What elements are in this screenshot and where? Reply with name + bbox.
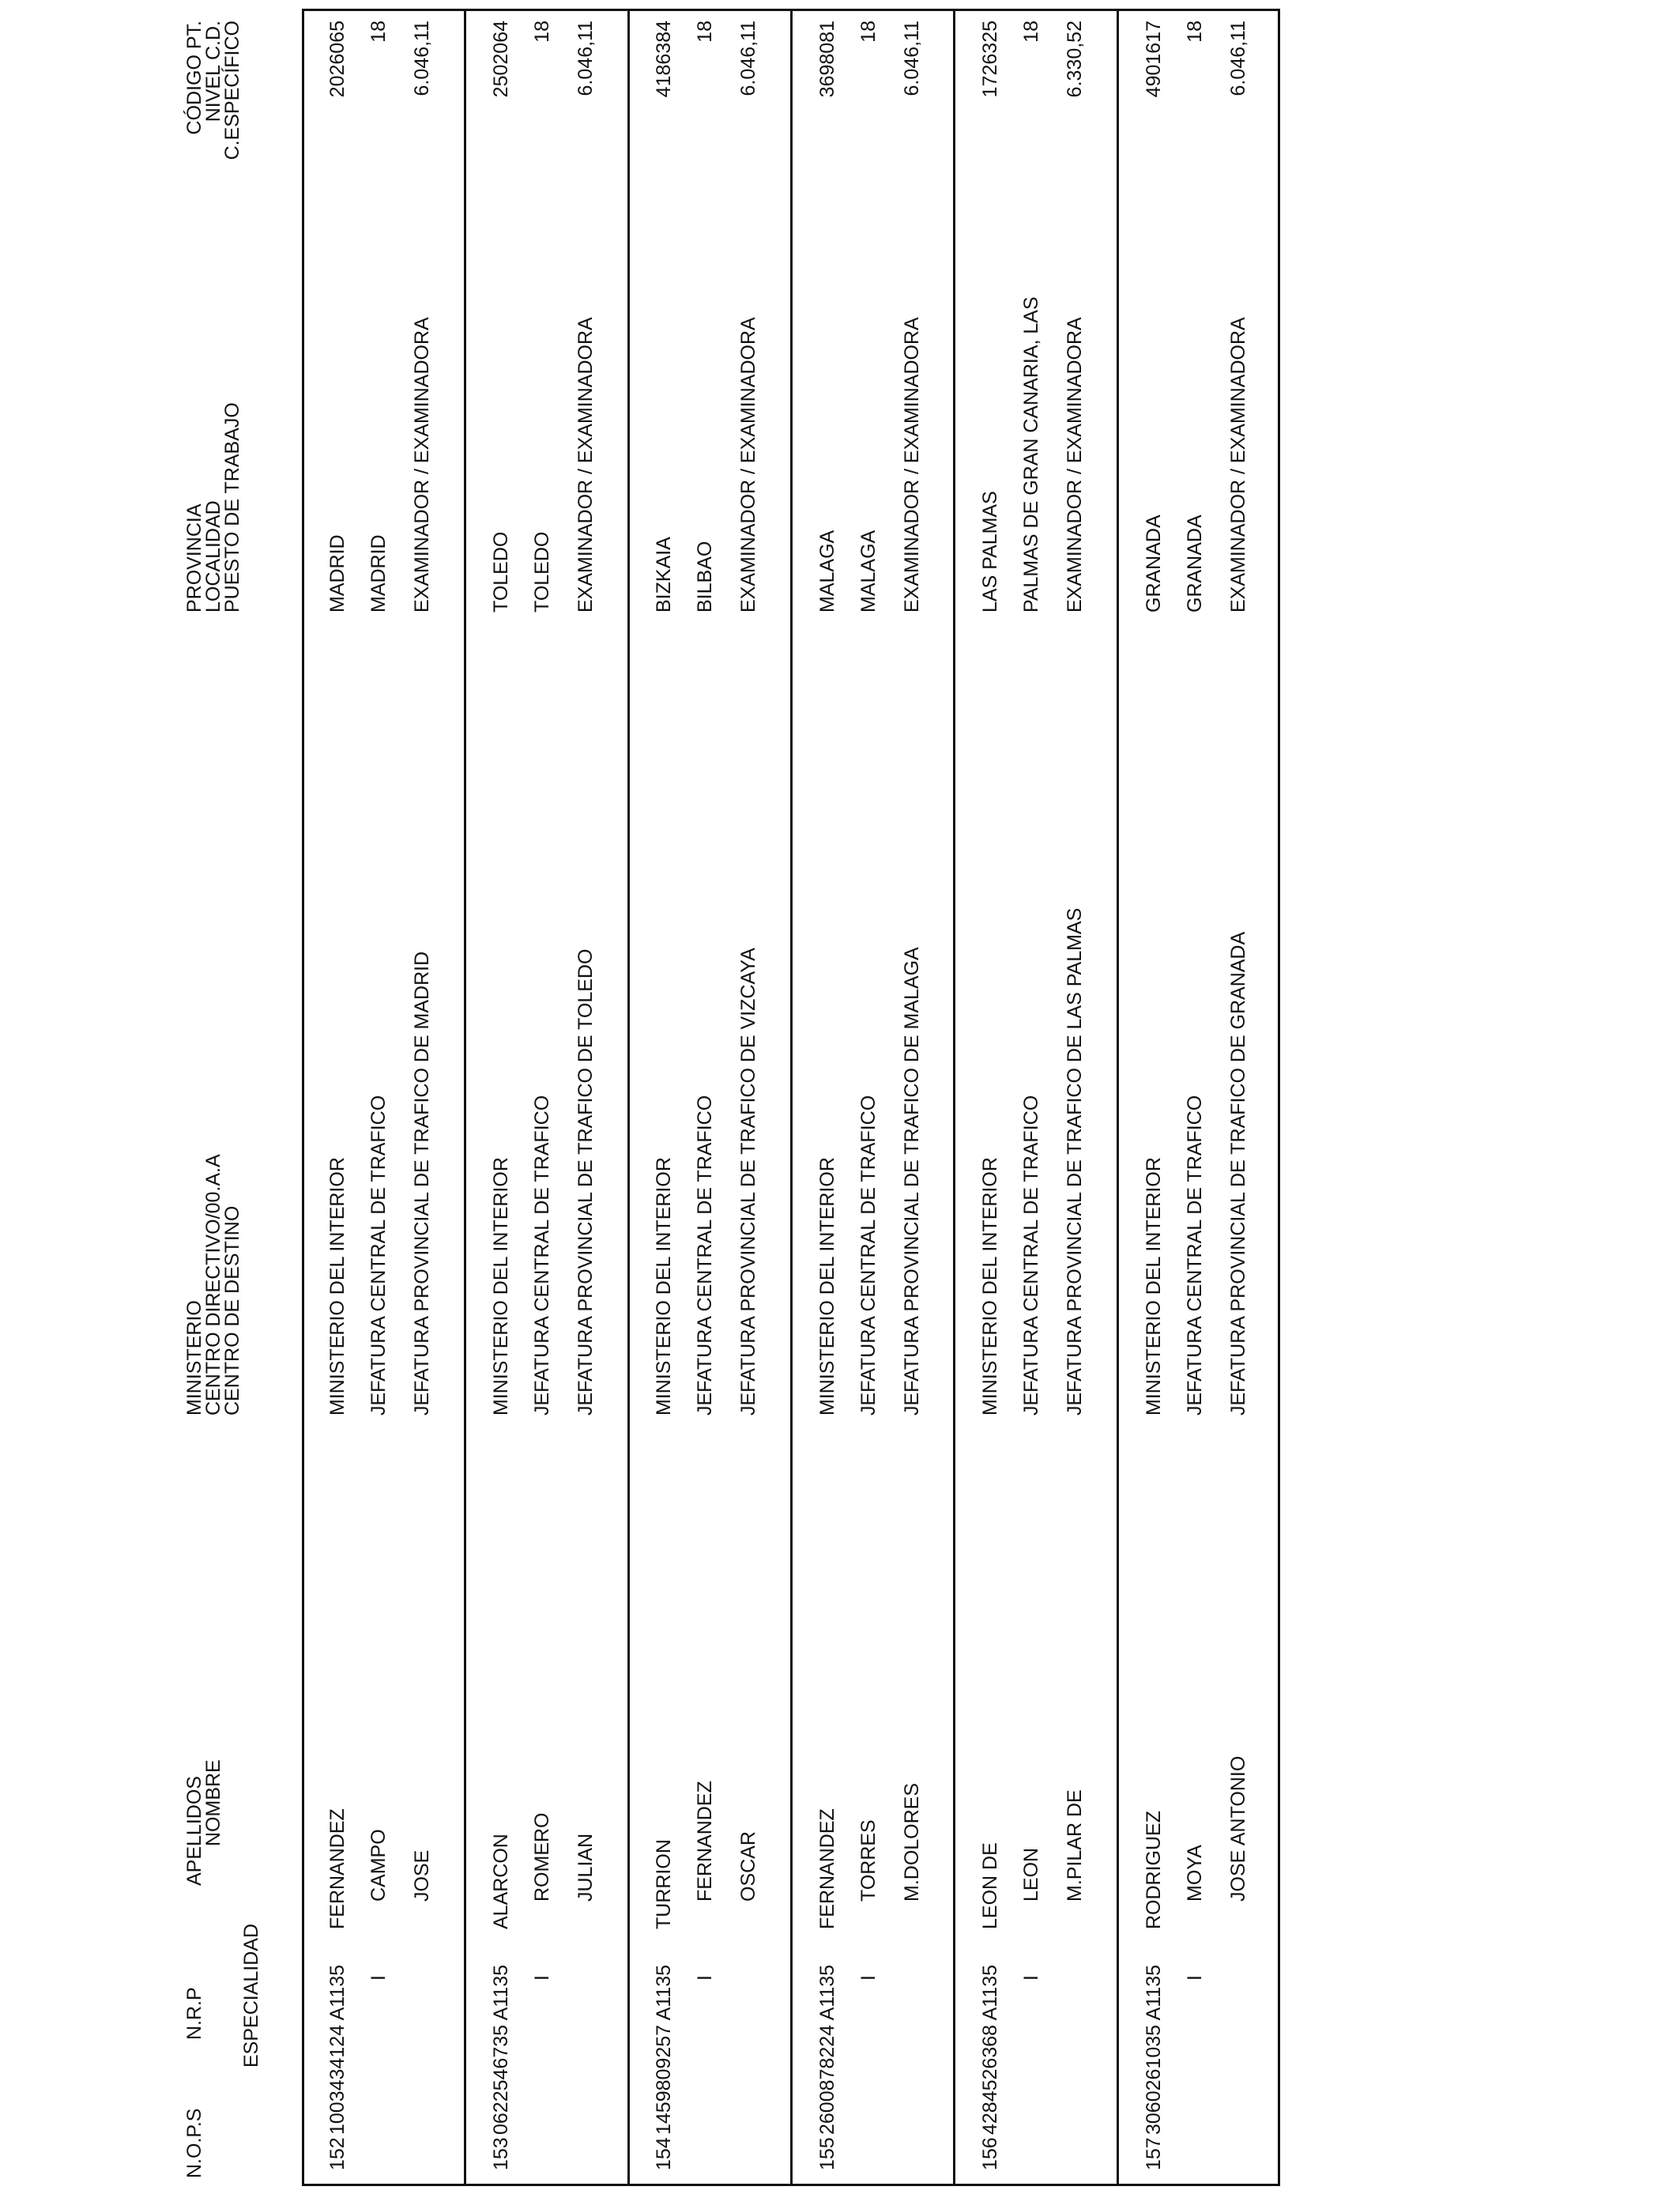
ministerio-cell: MINISTERIO DEL INTERIOR — [979, 1157, 1001, 1416]
header-centro-destino: CENTRO DE DESTINO — [221, 1205, 243, 1416]
apellido2-cell: LEON — [1020, 1847, 1042, 1902]
puesto-cell: EXAMINADOR / EXAMINADORA — [1227, 317, 1249, 613]
apellido1-cell: TURRION — [653, 1839, 675, 1929]
centro-directivo-cell: JEFATURA CENTRAL DE TRAFICO — [694, 1095, 716, 1416]
header-codigo: CÓDIGO PT. — [183, 21, 205, 135]
ministerio-cell: MINISTERIO DEL INTERIOR — [816, 1157, 838, 1416]
apellido1-cell: FERNANDEZ — [816, 1808, 838, 1929]
apellido2-cell: FERNANDEZ — [694, 1781, 716, 1902]
especialidad-cell: I — [367, 1975, 390, 1981]
header-ministerio: MINISTERIO — [183, 1300, 205, 1416]
centro-destino-cell: JEFATURA PROVINCIAL DE TRAFICO DE TOLEDO — [574, 948, 597, 1416]
centro-destino-cell: JEFATURA PROVINCIAL DE TRAFICO DE VIZCAYA — [737, 948, 759, 1416]
nrp-cell: 4284526368 A1135 — [979, 1964, 1001, 2135]
provincia-cell: BIZKAIA — [653, 537, 675, 613]
centro-directivo-cell: JEFATURA CENTRAL DE TRAFICO — [531, 1095, 553, 1416]
centro-destino-cell: JEFATURA PROVINCIAL DE TRAFICO DE LAS PALMAS — [1064, 907, 1086, 1416]
header-puesto: PUESTO DE TRABAJO — [221, 402, 243, 613]
nrp-cell: 1459809257 A1135 — [653, 1964, 675, 2135]
nombre-cell: M.DOLORES — [901, 1782, 923, 1902]
especialidad-cell: I — [1184, 1975, 1206, 1981]
nombre-cell: JULIAN — [574, 1833, 597, 1902]
header-localidad: LOCALIDAD — [202, 500, 224, 613]
nombre-cell: JOSE ANTONIO — [1227, 1755, 1249, 1902]
header-especifico: C.ESPECÍFICO — [221, 21, 243, 160]
apellido2-cell: CAMPO — [367, 1829, 390, 1902]
nops-cell: 155 — [816, 2137, 838, 2170]
header-nombre: NOMBRE — [202, 1759, 224, 1846]
centro-destino-cell: JEFATURA PROVINCIAL DE TRAFICO DE MADRID — [411, 951, 433, 1416]
localidad-cell: MALAGA — [857, 530, 880, 613]
nrp-cell: 2600878224 A1135 — [816, 1964, 838, 2135]
provincia-cell: TOLEDO — [490, 531, 512, 613]
nivel-cell: 18 — [1184, 21, 1206, 43]
row-separator — [790, 11, 793, 2184]
especialidad-cell: I — [1020, 1975, 1042, 1981]
centro-directivo-cell: JEFATURA CENTRAL DE TRAFICO — [857, 1095, 880, 1416]
provincia-cell: MALAGA — [816, 530, 838, 613]
puesto-cell: EXAMINADOR / EXAMINADORA — [574, 317, 597, 613]
apellido1-cell: ALARCON — [490, 1834, 512, 1929]
ministerio-cell: MINISTERIO DEL INTERIOR — [1143, 1157, 1165, 1416]
nops-cell: 153 — [490, 2137, 512, 2170]
apellido2-cell: TORRES — [857, 1819, 880, 1902]
ministerio-cell: MINISTERIO DEL INTERIOR — [490, 1157, 512, 1416]
especifico-cell: 6.046,11 — [1227, 21, 1249, 96]
localidad-cell: GRANADA — [1184, 515, 1206, 613]
codigo-cell: 3698081 — [816, 21, 838, 98]
centro-directivo-cell: JEFATURA CENTRAL DE TRAFICO — [367, 1095, 390, 1416]
codigo-cell: 2026065 — [326, 21, 348, 98]
nombre-cell: JOSE — [411, 1849, 433, 1902]
records-table — [302, 9, 1280, 2186]
apellido1-cell: RODRIGUEZ — [1143, 1811, 1165, 1929]
nrp-cell: 0622546735 A1135 — [490, 1964, 512, 2135]
nivel-cell: 18 — [367, 21, 390, 43]
nops-cell: 156 — [979, 2137, 1001, 2170]
centro-destino-cell: JEFATURA PROVINCIAL DE TRAFICO DE MALAGA — [901, 947, 923, 1416]
header-nrp: N.R.P — [183, 1987, 205, 2040]
apellido1-cell: LEON DE — [979, 1842, 1001, 1929]
especifico-cell: 6.046,11 — [574, 21, 597, 96]
especifico-cell: 6.046,11 — [901, 21, 923, 96]
nombre-cell: OSCAR — [737, 1831, 759, 1902]
row-separator — [1117, 11, 1119, 2184]
header-nops: N.O.P.S — [183, 2108, 205, 2178]
row-separator — [953, 11, 955, 2184]
header-provincia: PROVINCIA — [183, 503, 205, 613]
header-centro-directivo: CENTRO DIRECTIVO/00.A.A — [202, 1154, 224, 1416]
localidad-cell: MADRID — [367, 534, 390, 613]
especifico-cell: 6.330,52 — [1064, 21, 1086, 98]
apellido1-cell: FERNANDEZ — [326, 1808, 348, 1929]
codigo-cell: 1726325 — [979, 21, 1001, 98]
ministerio-cell: MINISTERIO DEL INTERIOR — [653, 1157, 675, 1416]
row-separator — [627, 11, 630, 2184]
nrp-cell: 3060261035 A1135 — [1143, 1964, 1165, 2135]
centro-directivo-cell: JEFATURA CENTRAL DE TRAFICO — [1184, 1095, 1206, 1416]
header-especialidad: ESPECIALIDAD — [240, 1923, 262, 2068]
especifico-cell: 6.046,11 — [411, 21, 433, 96]
localidad-cell: BILBAO — [694, 541, 716, 613]
puesto-cell: EXAMINADOR / EXAMINADORA — [901, 317, 923, 613]
codigo-cell: 2502064 — [490, 21, 512, 98]
centro-destino-cell: JEFATURA PROVINCIAL DE TRAFICO DE GRANADA — [1227, 931, 1249, 1416]
nrp-cell: 1003434124 A1135 — [326, 1964, 348, 2135]
header-apellidos: APELLIDOS — [183, 1776, 205, 1886]
nivel-cell: 18 — [531, 21, 553, 43]
header-nivel: NIVEL C.D. — [202, 21, 224, 123]
nops-cell: 152 — [326, 2137, 348, 2170]
localidad-cell: TOLEDO — [531, 531, 553, 613]
codigo-cell: 4186384 — [653, 21, 675, 98]
especialidad-cell: I — [531, 1975, 553, 1981]
nivel-cell: 18 — [857, 21, 880, 43]
puesto-cell: EXAMINADOR / EXAMINADORA — [737, 317, 759, 613]
localidad-cell: PALMAS DE GRAN CANARIA, LAS — [1020, 296, 1042, 613]
especialidad-cell: I — [857, 1975, 880, 1981]
codigo-cell: 4901617 — [1143, 21, 1165, 98]
nops-cell: 157 — [1143, 2137, 1165, 2170]
nombre-cell: M.PILAR DE — [1064, 1789, 1086, 1902]
puesto-cell: EXAMINADOR / EXAMINADORA — [411, 317, 433, 613]
nops-cell: 154 — [653, 2137, 675, 2170]
especifico-cell: 6.046,11 — [737, 21, 759, 96]
apellido2-cell: MOYA — [1184, 1845, 1206, 1902]
ministerio-cell: MINISTERIO DEL INTERIOR — [326, 1157, 348, 1416]
nivel-cell: 18 — [1020, 21, 1042, 43]
row-separator — [464, 11, 466, 2184]
especialidad-cell: I — [694, 1975, 716, 1981]
centro-directivo-cell: JEFATURA CENTRAL DE TRAFICO — [1020, 1095, 1042, 1416]
provincia-cell: MADRID — [326, 534, 348, 613]
apellido2-cell: ROMERO — [531, 1812, 553, 1902]
provincia-cell: LAS PALMAS — [979, 491, 1001, 613]
provincia-cell: GRANADA — [1143, 515, 1165, 613]
puesto-cell: EXAMINADOR / EXAMINADORA — [1064, 317, 1086, 613]
nivel-cell: 18 — [694, 21, 716, 43]
